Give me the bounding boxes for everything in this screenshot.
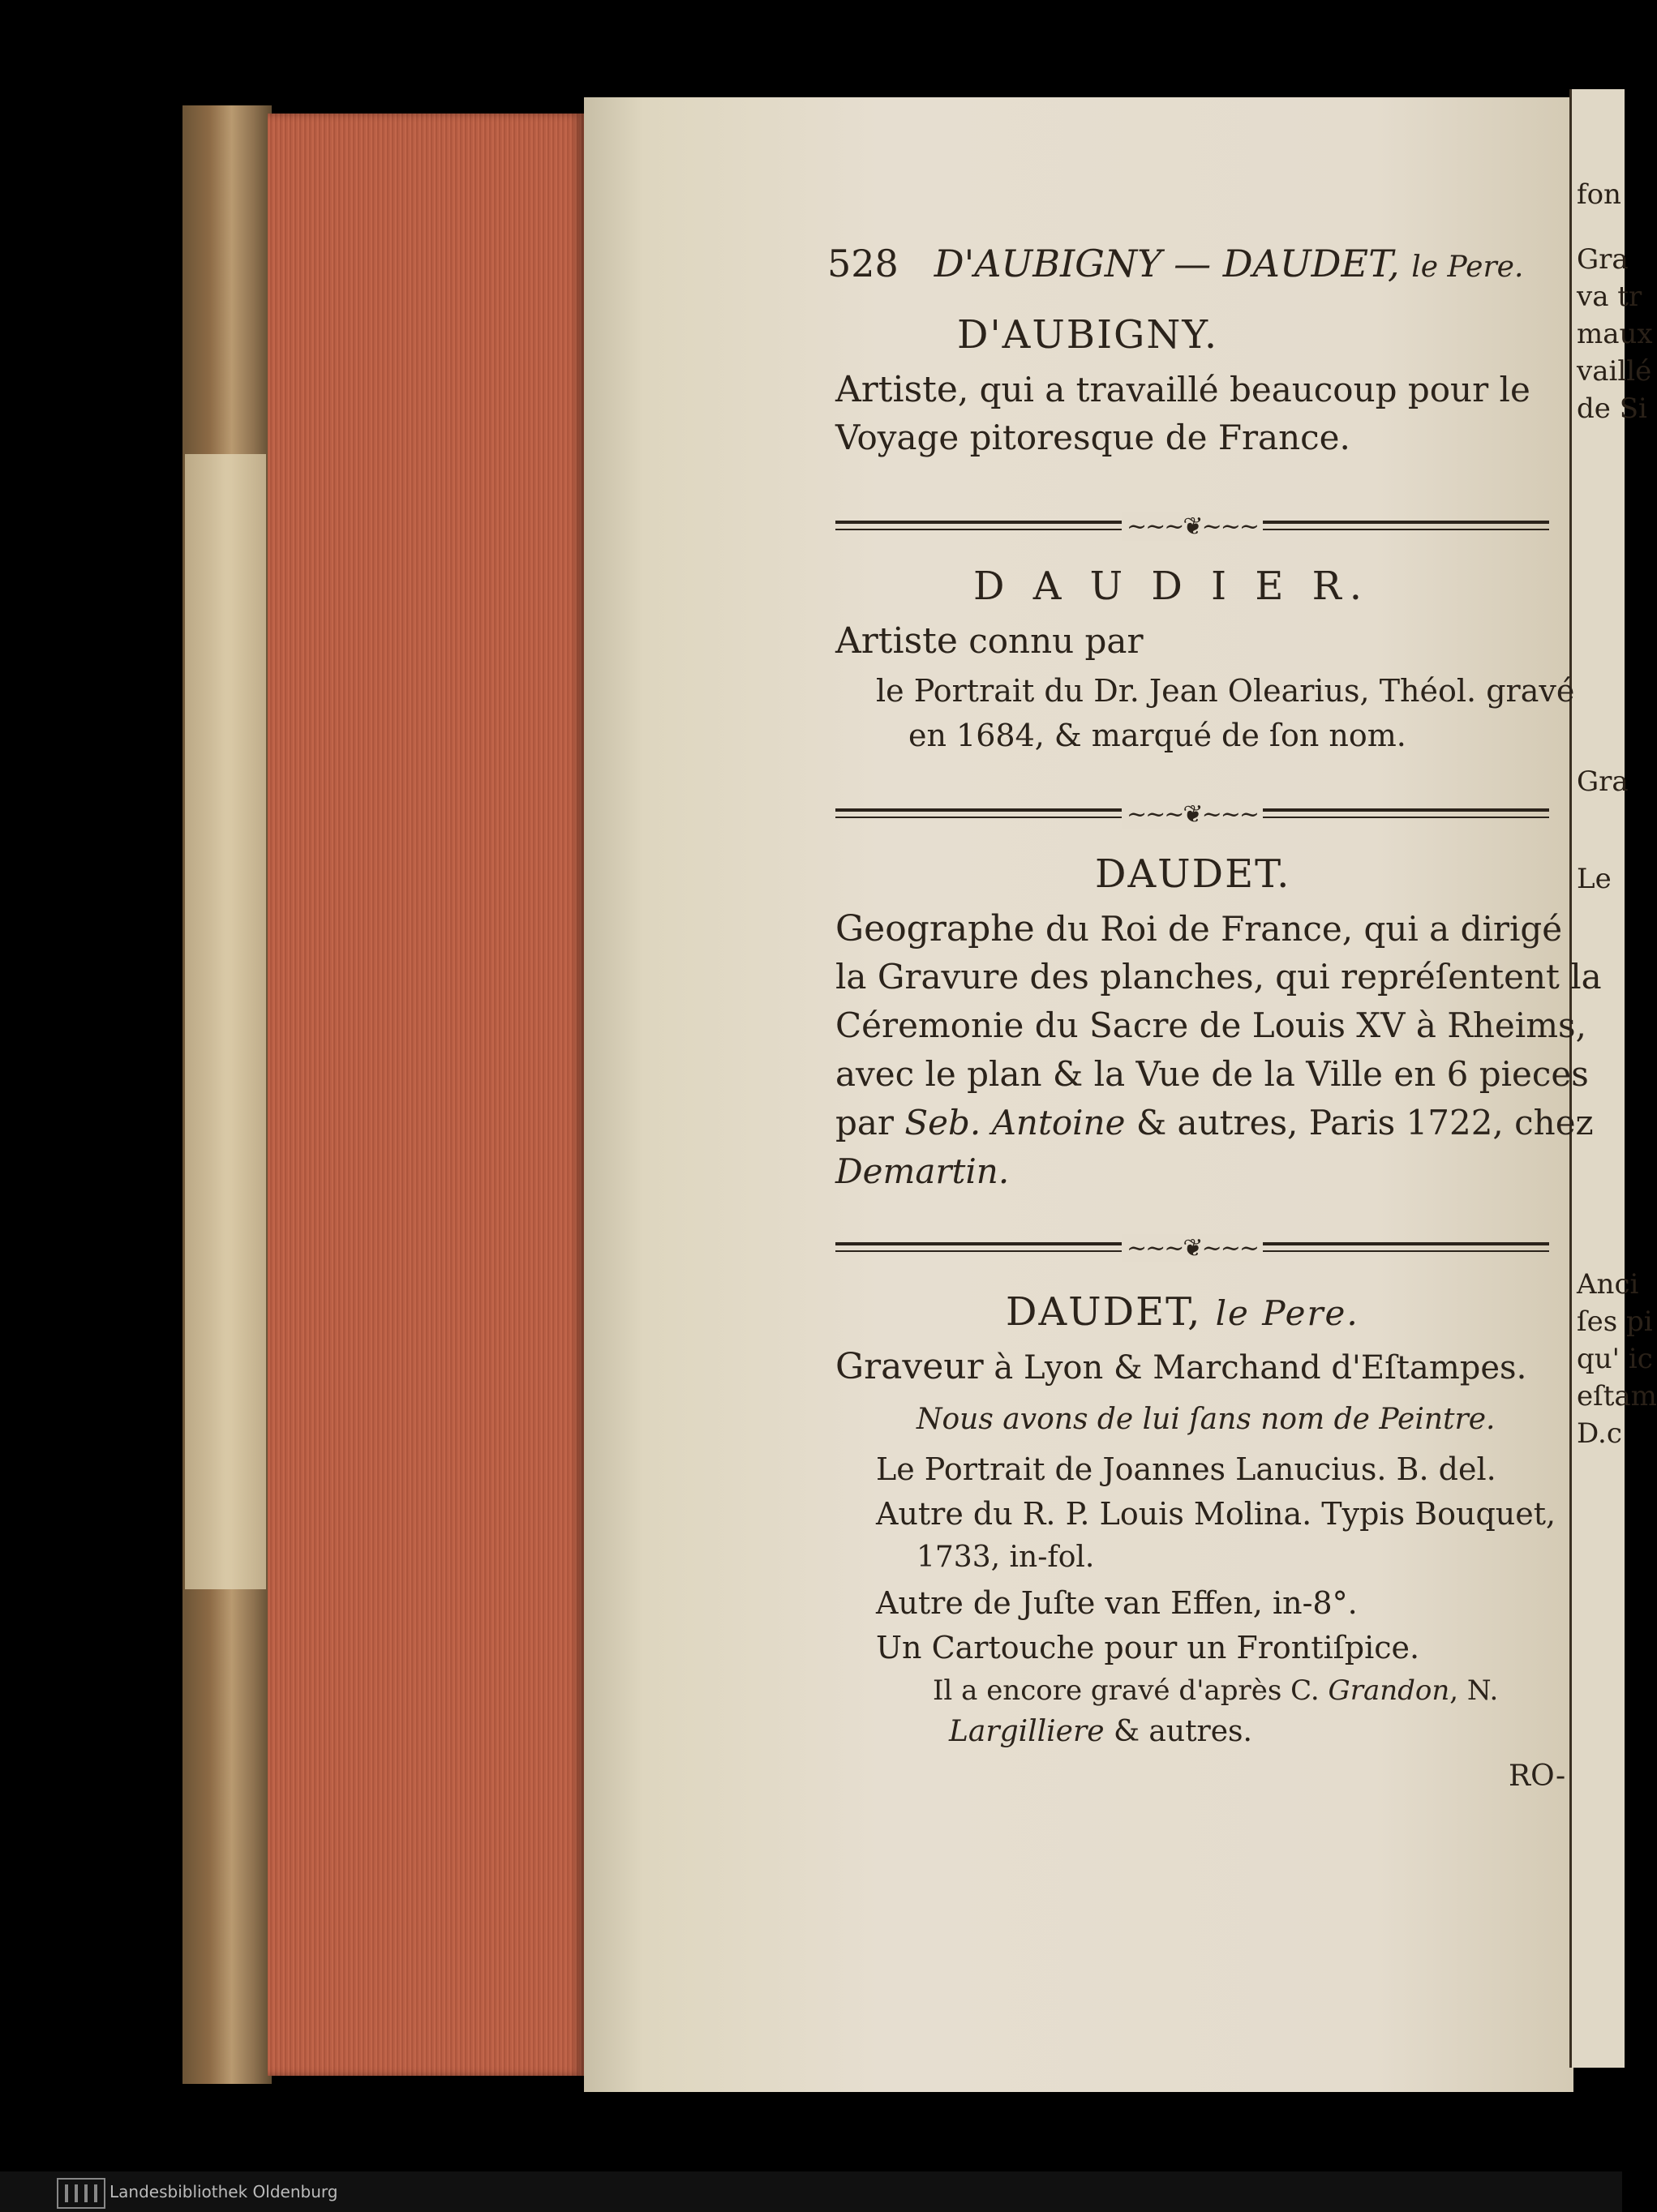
fragment: fon [1577, 178, 1621, 211]
fragment: Anci [1577, 1268, 1639, 1301]
entry-line [835, 1103, 1594, 1142]
fragment: va tr [1577, 281, 1642, 313]
ornamental-rule [835, 1234, 1549, 1262]
entry-line [949, 1715, 1252, 1748]
entry-line [835, 1151, 1009, 1191]
library-logo-icon [57, 2178, 105, 2209]
entry-italic-text: Nous avons de lui ſans nom de Peintre. [917, 1403, 1496, 1436]
entry-line: avec le plan & la Vue de la Ville en 6 pieces [835, 1054, 1589, 1094]
entry-line-text: & autres. [1104, 1715, 1252, 1748]
entry-line: 1733, in-fol. [917, 1541, 1095, 1574]
running-head-right: DAUDET, [1222, 242, 1400, 285]
spine-paper-label [185, 454, 266, 1589]
entry-title-daubigny: D'AUBIGNY. [957, 312, 1219, 358]
entry-line: Céremonie du Sacre de Louis XV à Rheims, [835, 1005, 1586, 1045]
fragment: Gra [1577, 765, 1629, 798]
running-head-suffix: le Pere. [1411, 251, 1524, 284]
ornamental-rule [835, 512, 1549, 541]
entry-line: Voyage pitoresque de France. [835, 418, 1350, 457]
library-name: Landesbibliothek Oldenburg [109, 2182, 338, 2201]
page-number: 528 [827, 242, 899, 285]
fragment: Gra [1577, 243, 1629, 276]
entry-line [933, 1674, 1498, 1707]
entry-line: Autre de Juſte van Effen, in-8°. [876, 1585, 1358, 1621]
entry-title-daudier: D A U D I E R. [973, 564, 1371, 609]
fragment: qu' ic [1577, 1343, 1653, 1375]
entry-lead-word: Graveur [835, 1346, 984, 1387]
entry-line: Un Cartouche pour un Frontiſpice. [876, 1630, 1420, 1665]
entry-title-italic: le Pere. [1215, 1293, 1359, 1333]
entry-line-text: du Roi de France, qui a dirigé [1034, 909, 1563, 949]
rule-ornament: ~~~❦~~~ [1122, 800, 1263, 829]
fragment: vaillé [1577, 355, 1652, 388]
entry-italic-text: Demartin. [835, 1151, 1010, 1191]
running-head-dash: — [1174, 242, 1212, 285]
fragment: Le [1577, 863, 1612, 895]
entry-lead-word: Artiste [835, 620, 958, 662]
entry-line: la Gravure des planches, qui repréſentent la [835, 957, 1602, 997]
page-edges [268, 114, 584, 2076]
fragment: D.c [1577, 1417, 1622, 1450]
catchword: RO- [1509, 1760, 1566, 1793]
rule-ornament: ~~~❦~~~ [1122, 512, 1263, 541]
entry-line-text: & autres, Paris 1722, chez [1125, 1103, 1594, 1142]
rule-ornament: ~~~❦~~~ [1122, 1234, 1263, 1262]
entry-line-text: connu par [957, 621, 1144, 661]
entry-line: Autre du R. P. Louis Molina. Typis Bouquet, [876, 1496, 1556, 1532]
entry-italic-text: Seb. Antoine [904, 1103, 1126, 1142]
fragment: ſes pi [1577, 1305, 1653, 1338]
entry-line-text: , N. [1449, 1674, 1499, 1707]
fragment: maux [1577, 318, 1653, 350]
running-head [827, 242, 1557, 285]
entry-line [917, 1403, 1495, 1436]
fragment: eſtam [1577, 1380, 1657, 1413]
ornamental-rule [835, 800, 1549, 829]
entry-line-text: par [835, 1103, 905, 1142]
entry-lead-word: Artiste [835, 369, 958, 410]
entry-line-text: Il a encore gravé d'après C. [933, 1674, 1329, 1707]
entry-line [835, 1346, 1526, 1387]
footer-bar [0, 2171, 1622, 2212]
entry-line [835, 908, 1562, 950]
entry-title-daudet: DAUDET. [1095, 851, 1291, 897]
entry-lead-word: Geographe [835, 908, 1035, 950]
entry-line [835, 620, 1144, 662]
entry-line: Le Portrait de Joannes Lanucius. B. del. [876, 1451, 1496, 1487]
entry-title-text: DAUDET, [1006, 1289, 1202, 1335]
entry-line [835, 369, 1530, 410]
running-head-left: D'AUBIGNY [934, 242, 1162, 285]
fragment: de Si [1577, 392, 1647, 425]
entry-line-text: , qui a travaillé beaucoup pour le [957, 370, 1530, 409]
entry-line-text: à Lyon & Marchand d'Eſtampes. [983, 1349, 1527, 1387]
entry-title-daudet-le-pere [1006, 1289, 1359, 1335]
entry-line: en 1684, & marqué de ſon nom. [908, 718, 1406, 753]
entry-line: le Portrait du Dr. Jean Olearius, Théol. gravé [876, 673, 1575, 709]
entry-italic-text: Largilliere [949, 1715, 1105, 1748]
entry-italic-text: Grandon [1328, 1674, 1450, 1707]
